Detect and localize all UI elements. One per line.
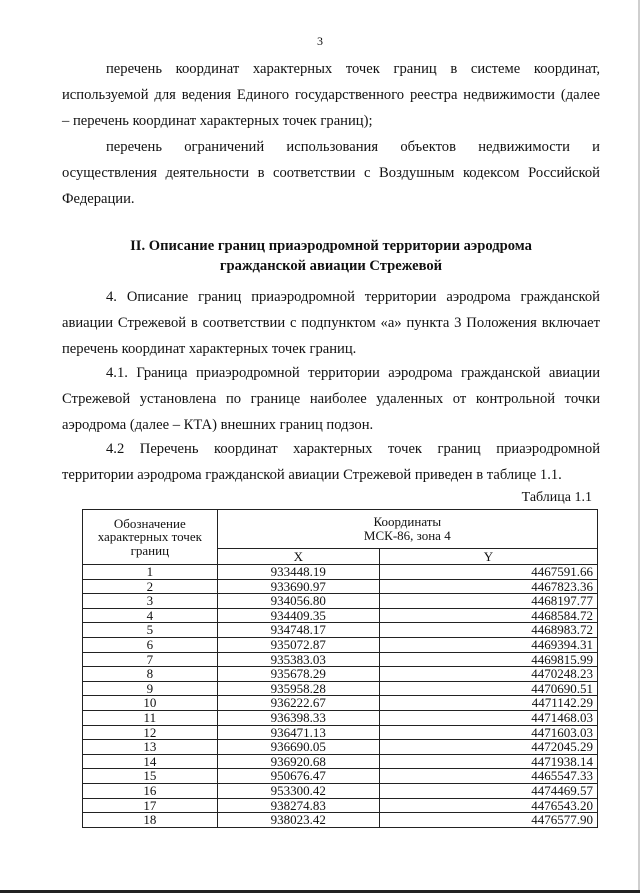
paragraph-4-1 (62, 360, 600, 438)
page-number: 3 (317, 34, 323, 48)
x-coordinate-cell: 933690.97 (217, 579, 379, 594)
table-header-row (83, 510, 598, 549)
point-number-cell: 18 (83, 813, 218, 828)
heading-line: II. Описание границ приаэродромной территории аэродрома (130, 238, 532, 254)
text-line: 4.1. Граница приаэродромной территории аэродрома гражданской авиации (106, 365, 600, 381)
x-coordinate-cell: 936222.67 (217, 696, 379, 711)
list-item-restrictions (62, 134, 600, 212)
table-row (83, 594, 598, 609)
text-line: авиации Стрежевой в соответствии с подпунктом «а» пункта 3 Положения включает (62, 315, 600, 331)
text-line: Федерации. (62, 191, 135, 207)
point-number-cell: 11 (83, 710, 218, 725)
table-row (83, 725, 598, 740)
table-row (83, 579, 598, 594)
text-line: 4. Описание границ приаэродромной территории аэродрома гражданской (106, 289, 600, 305)
x-coordinate-cell: 936398.33 (217, 710, 379, 725)
header-point-label: Обозначение характерных точек границ (83, 510, 218, 565)
point-number-cell: 5 (83, 623, 218, 638)
y-coordinate-cell: 4465547.33 (379, 769, 597, 784)
table-caption: Таблица 1.1 (521, 490, 592, 505)
text-line: перечень координат характерных точек границ. (62, 341, 357, 357)
point-number-cell: 17 (83, 798, 218, 813)
y-coordinate-cell: 4471468.03 (379, 710, 597, 725)
header-coordinates (217, 510, 597, 549)
point-number-cell: 9 (83, 681, 218, 696)
table-row (83, 623, 598, 638)
header-y: Y (379, 549, 597, 565)
text-line: перечень координат характерных точек границ в системе координат, (106, 61, 600, 77)
text-line: Стрежевой установлена по границе наиболее удаленных от контрольной точки (62, 391, 600, 407)
x-coordinate-cell: 933448.19 (217, 565, 379, 580)
y-coordinate-cell: 4467591.66 (379, 565, 597, 580)
y-coordinate-cell: 4474469.57 (379, 783, 597, 798)
table-row (83, 813, 598, 828)
point-number-cell: 3 (83, 594, 218, 609)
y-coordinate-cell: 4471938.14 (379, 754, 597, 769)
x-coordinate-cell: 935678.29 (217, 667, 379, 682)
x-coordinate-cell: 950676.47 (217, 769, 379, 784)
table-row (83, 798, 598, 813)
header-x: X (217, 549, 379, 565)
header-coordinate-system: МСК-86, зона 4 (363, 528, 451, 543)
table-row (83, 637, 598, 652)
table-row (83, 565, 598, 580)
table-row (83, 652, 598, 667)
table-row (83, 608, 598, 623)
paragraph-4-2 (62, 436, 600, 488)
table-row (83, 740, 598, 755)
x-coordinate-cell: 936690.05 (217, 740, 379, 755)
x-coordinate-cell: 953300.42 (217, 783, 379, 798)
text-line: аэродрома (далее – КТА) внешних границ подзон. (62, 417, 374, 433)
table-row (83, 783, 598, 798)
table-row (83, 769, 598, 784)
table-row (83, 754, 598, 769)
x-coordinate-cell: 938023.42 (217, 813, 379, 828)
y-coordinate-cell: 4476543.20 (379, 798, 597, 813)
point-number-cell: 16 (83, 783, 218, 798)
point-number-cell: 1 (83, 565, 218, 580)
point-number-cell: 15 (83, 769, 218, 784)
x-coordinate-cell: 936920.68 (217, 754, 379, 769)
table-body (83, 565, 598, 828)
y-coordinate-cell: 4467823.36 (379, 579, 597, 594)
text-line: осуществления деятельности в соответствии с Воздушным кодексом Российской (62, 165, 600, 181)
y-coordinate-cell: 4468197.77 (379, 594, 597, 609)
point-number-cell: 7 (83, 652, 218, 667)
y-coordinate-cell: 4470248.23 (379, 667, 597, 682)
x-coordinate-cell: 934748.17 (217, 623, 379, 638)
y-coordinate-cell: 4476577.90 (379, 813, 597, 828)
y-coordinate-cell: 4469394.31 (379, 637, 597, 652)
x-coordinate-cell: 934056.80 (217, 594, 379, 609)
y-coordinate-cell: 4468983.72 (379, 623, 597, 638)
table-row (83, 667, 598, 682)
x-coordinate-cell: 934409.35 (217, 608, 379, 623)
coordinates-table (82, 509, 598, 828)
x-coordinate-cell: 935958.28 (217, 681, 379, 696)
y-coordinate-cell: 4468584.72 (379, 608, 597, 623)
point-number-cell: 8 (83, 667, 218, 682)
x-coordinate-cell: 938274.83 (217, 798, 379, 813)
list-item-coordinates (62, 56, 600, 134)
table-row (83, 710, 598, 725)
text-line: территории аэродрома гражданской авиации Стрежевой приведен в таблице 1.1. (62, 467, 562, 483)
y-coordinate-cell: 4469815.99 (379, 652, 597, 667)
table-row (83, 696, 598, 711)
x-coordinate-cell: 936471.13 (217, 725, 379, 740)
y-coordinate-cell: 4472045.29 (379, 740, 597, 755)
point-number-cell: 10 (83, 696, 218, 711)
paragraph-4 (62, 284, 600, 362)
x-coordinate-cell: 935072.87 (217, 637, 379, 652)
point-number-cell: 2 (83, 579, 218, 594)
y-coordinate-cell: 4471603.03 (379, 725, 597, 740)
point-number-cell: 14 (83, 754, 218, 769)
point-number-cell: 4 (83, 608, 218, 623)
point-number-cell: 13 (83, 740, 218, 755)
x-coordinate-cell: 935383.03 (217, 652, 379, 667)
section-heading (62, 236, 600, 276)
point-number-cell: 12 (83, 725, 218, 740)
heading-line: гражданской авиации Стрежевой (219, 258, 443, 274)
point-number-cell: 6 (83, 637, 218, 652)
table-row (83, 681, 598, 696)
y-coordinate-cell: 4471142.29 (379, 696, 597, 711)
y-coordinate-cell: 4470690.51 (379, 681, 597, 696)
text-line: 4.2 Перечень координат характерных точек границ приаэродромной (106, 441, 600, 457)
text-line: – перечень координат характерных точек границ); (62, 113, 373, 129)
header-coordinates-title: Координаты (373, 514, 442, 530)
text-line: перечень ограничений использования объектов недвижимости и (106, 139, 600, 155)
text-line: используемой для ведения Единого государственного реестра недвижимости (далее (62, 87, 600, 103)
